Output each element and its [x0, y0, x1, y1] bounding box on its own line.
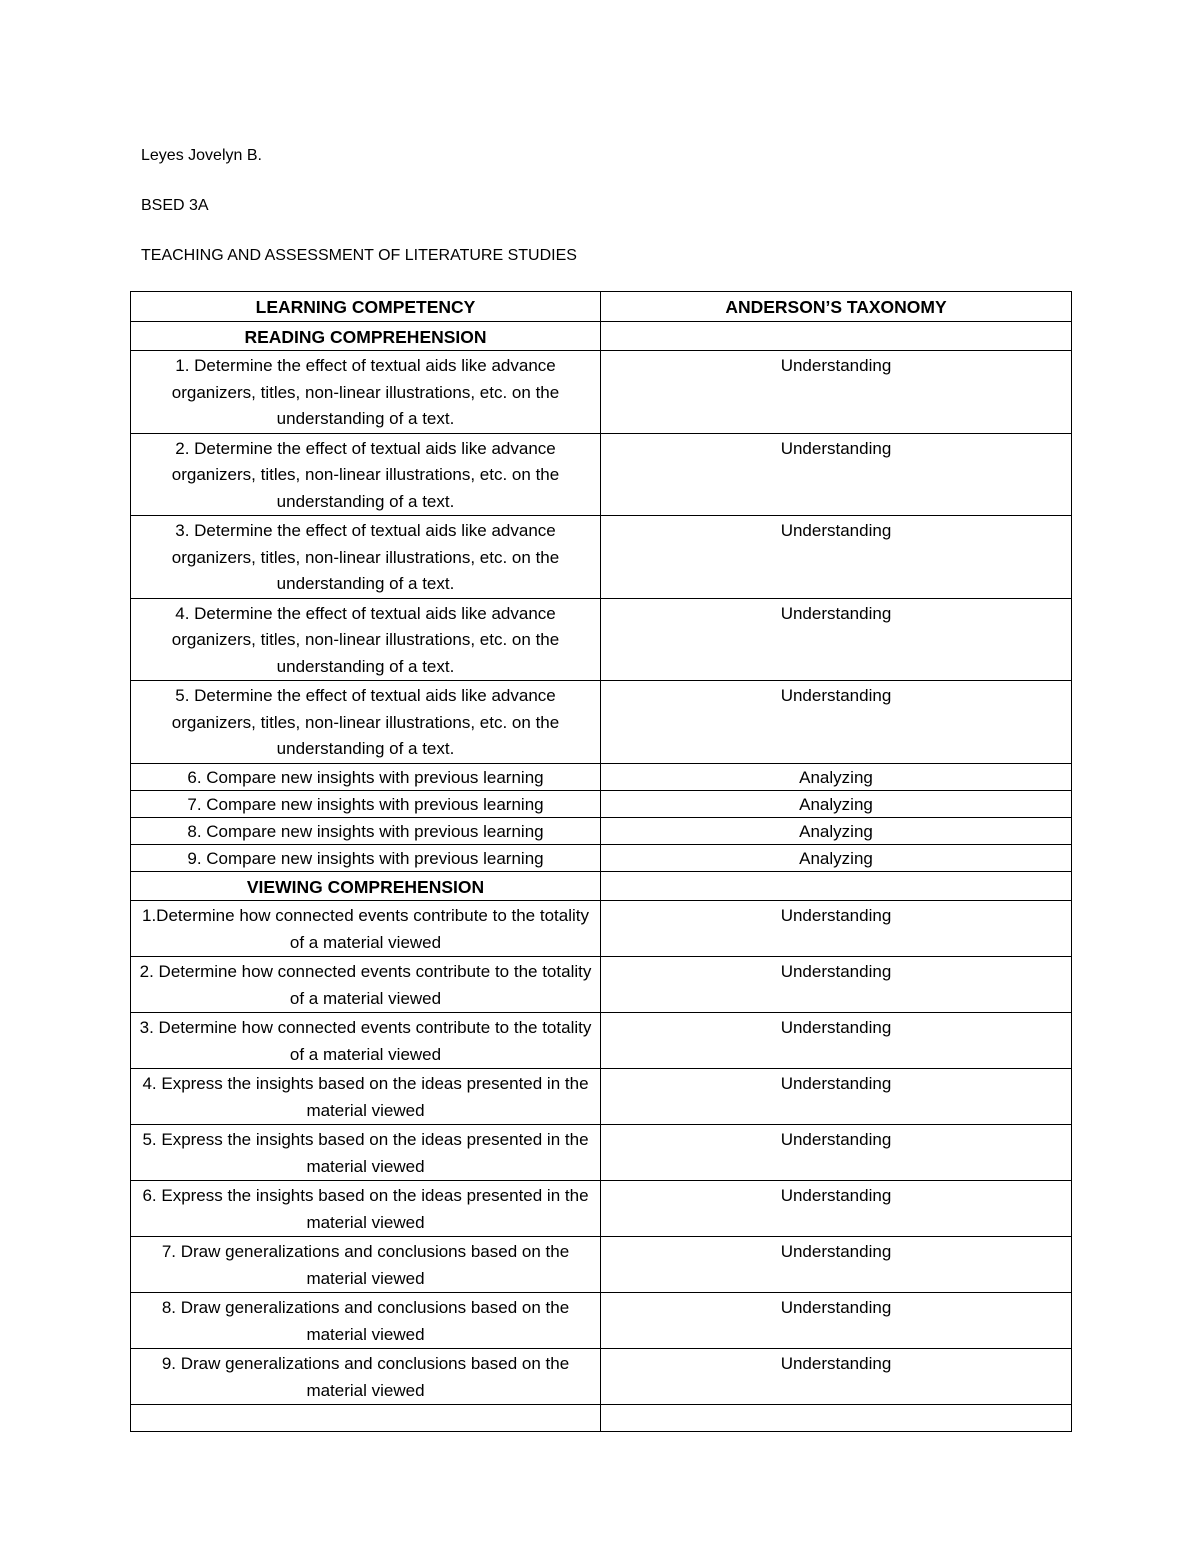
blank-row — [131, 1405, 1072, 1432]
table-row — [131, 901, 1072, 957]
competency-cell: 1. Determine the effect of textual aids like advance organizers, titles, non-linear illustrations, etc. on the understanding of a text. — [131, 351, 601, 434]
competency-cell: 5. Express the insights based on the ideas presented in the material viewed — [131, 1125, 601, 1181]
table-row — [131, 844, 1072, 871]
taxonomy-cell: Understanding — [601, 433, 1072, 516]
taxonomy-cell: Understanding — [601, 1293, 1072, 1349]
taxonomy-cell: Analyzing — [601, 817, 1072, 844]
table-row — [131, 790, 1072, 817]
taxonomy-cell: Analyzing — [601, 844, 1072, 871]
taxonomy-cell: Understanding — [601, 957, 1072, 1013]
table-header-row — [131, 292, 1072, 322]
table-row — [131, 763, 1072, 790]
table-row — [131, 1293, 1072, 1349]
competency-cell: 7. Compare new insights with previous learning — [131, 790, 601, 817]
empty-cell — [601, 321, 1072, 351]
table-row — [131, 957, 1072, 1013]
taxonomy-cell: Understanding — [601, 681, 1072, 764]
table-row — [131, 1013, 1072, 1069]
taxonomy-cell: Understanding — [601, 516, 1072, 599]
competency-cell: 3. Determine the effect of textual aids like advance organizers, titles, non-linear illustrations, etc. on the understanding of a text. — [131, 516, 601, 599]
competency-cell: 6. Express the insights based on the ideas presented in the material viewed — [131, 1181, 601, 1237]
table-row — [131, 681, 1072, 764]
table-row — [131, 1125, 1072, 1181]
section-title-reading: READING COMPREHENSION — [131, 321, 601, 351]
course-title: TEACHING AND ASSESSMENT OF LITERATURE STUDIES — [141, 247, 577, 264]
empty-cell — [601, 1405, 1072, 1432]
competency-cell: 4. Determine the effect of textual aids like advance organizers, titles, non-linear illustrations, etc. on the understanding of a text. — [131, 598, 601, 681]
column-header-taxonomy: ANDERSON’S TAXONOMY — [601, 292, 1072, 322]
taxonomy-cell: Understanding — [601, 1125, 1072, 1181]
table-row — [131, 598, 1072, 681]
taxonomy-cell: Analyzing — [601, 763, 1072, 790]
taxonomy-cell: Understanding — [601, 901, 1072, 957]
taxonomy-cell: Understanding — [601, 598, 1072, 681]
table-row — [131, 817, 1072, 844]
competency-cell: 2. Determine how connected events contribute to the totality of a material viewed — [131, 957, 601, 1013]
taxonomy-cell: Understanding — [601, 351, 1072, 434]
competency-cell: 8. Compare new insights with previous learning — [131, 817, 601, 844]
table-row — [131, 1181, 1072, 1237]
competency-cell: 1.Determine how connected events contribute to the totality of a material viewed — [131, 901, 601, 957]
empty-cell — [131, 1405, 601, 1432]
table-row — [131, 1069, 1072, 1125]
table-row — [131, 1349, 1072, 1405]
taxonomy-cell: Understanding — [601, 1069, 1072, 1125]
table-row — [131, 516, 1072, 599]
competency-cell: 7. Draw generalizations and conclusions based on the material viewed — [131, 1237, 601, 1293]
competency-table — [130, 291, 1072, 1432]
competency-cell: 6. Compare new insights with previous learning — [131, 763, 601, 790]
taxonomy-cell: Understanding — [601, 1237, 1072, 1293]
table-row — [131, 1237, 1072, 1293]
section-title-viewing: VIEWING COMPREHENSION — [131, 871, 601, 901]
taxonomy-cell: Understanding — [601, 1013, 1072, 1069]
competency-cell: 8. Draw generalizations and conclusions based on the material viewed — [131, 1293, 601, 1349]
student-name: Leyes Jovelyn B. — [141, 147, 262, 164]
table-row — [131, 351, 1072, 434]
table-row — [131, 433, 1072, 516]
taxonomy-cell: Analyzing — [601, 790, 1072, 817]
taxonomy-cell: Understanding — [601, 1349, 1072, 1405]
empty-cell — [601, 871, 1072, 901]
competency-cell: 9. Compare new insights with previous learning — [131, 844, 601, 871]
competency-cell: 4. Express the insights based on the ideas presented in the material viewed — [131, 1069, 601, 1125]
section-row-reading — [131, 321, 1072, 351]
column-header-competency: LEARNING COMPETENCY — [131, 292, 601, 322]
competency-cell: 2. Determine the effect of textual aids like advance organizers, titles, non-linear illustrations, etc. on the understanding of a text. — [131, 433, 601, 516]
competency-cell: 3. Determine how connected events contribute to the totality of a material viewed — [131, 1013, 601, 1069]
taxonomy-cell: Understanding — [601, 1181, 1072, 1237]
class-section: BSED 3A — [141, 197, 209, 214]
section-row-viewing — [131, 871, 1072, 901]
competency-cell: 9. Draw generalizations and conclusions based on the material viewed — [131, 1349, 601, 1405]
competency-cell: 5. Determine the effect of textual aids like advance organizers, titles, non-linear illustrations, etc. on the understanding of a text. — [131, 681, 601, 764]
